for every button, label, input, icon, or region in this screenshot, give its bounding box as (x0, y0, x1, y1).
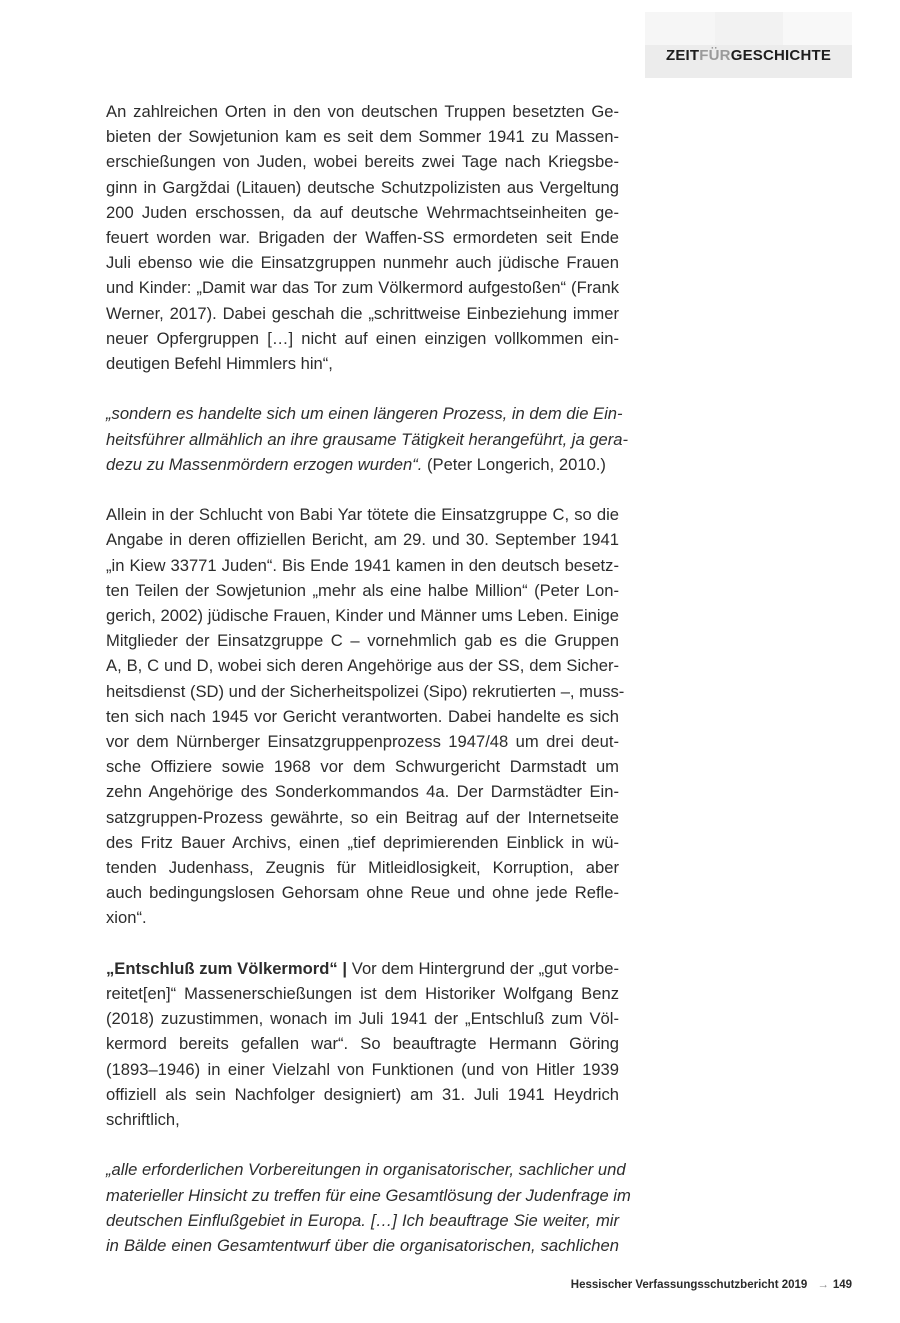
text-line: ten sich nach 1945 vor Gericht verantworten. Dabei handelte es sich (106, 706, 619, 726)
text-line: Allein in der Schlucht von Babi Yar tötete die Einsatzgruppe C, so die (106, 505, 619, 525)
text-line: deutschen Einflußgebiet in Europa. […] Ich beauftrage Sie weiter, mir (106, 1210, 619, 1230)
block-quote (106, 1157, 631, 1258)
paragraph-gap (106, 931, 619, 956)
text-line: dezu zu Massenmördern erzogen wurden“. (Peter Longerich, 2010.) (106, 454, 606, 474)
text-line: auch bedingungslosen Gehorsam ohne Reue und ohne jede Refle- (106, 883, 619, 903)
header-brand-box (645, 12, 852, 78)
text-line: heitsdienst (SD) und der Sicherheitspolizei (Sipo) rekrutierten –, muss- (106, 681, 625, 701)
text-line: heitsführer allmählich an ihre grausame Tätigkeit herangeführt, ja gera- (106, 429, 629, 449)
arrow-right-icon: → (817, 1279, 829, 1291)
page-number: 149 (832, 1279, 852, 1291)
block-quote (106, 401, 629, 477)
text-line: sche Offiziere sowie 1968 vor dem Schwurgericht Darmstadt um (106, 757, 619, 777)
header-tile (783, 12, 852, 45)
text-line: Werner, 2017). Dabei geschah die „schrittweise Einbeziehung immer (106, 303, 619, 323)
paragraph-gap (106, 477, 619, 502)
paragraph-gap (106, 376, 619, 401)
brand-part-zeit: ZEIT (665, 47, 700, 64)
text-line: in Bälde einen Gesamtentwurf über die organisatorischen, sachlichen (106, 1236, 619, 1256)
text-line: gerich, 2002) jüdische Frauen, Kinder und Männer ums Leben. Einige (106, 606, 619, 626)
text-line: offiziell als sein Nachfolger designiert) am 31. Juli 1941 Heydrich (106, 1084, 619, 1104)
text-line: „Entschluß zum Völkermord“ | Vor dem Hintergrund der „gut vorbe- (106, 958, 619, 978)
text-line: xion“. (106, 908, 147, 928)
text-line: An zahlreichen Orten in den von deutschen Truppen besetzten Ge- (106, 102, 619, 121)
paragraph-gap (106, 1132, 619, 1157)
text-line: Mitglieder der Einsatzgruppe C – vornehmlich gab es die Gruppen (106, 631, 619, 651)
text-line: und Kinder: „Damit war das Tor zum Völkermord aufgestoßen“ (Frank (106, 278, 619, 298)
brand-part-geschichte: GESCHICHTE (730, 47, 832, 64)
text-line: Angabe in deren offiziellen Bericht, am 29. und 30. September 1941 (106, 530, 619, 550)
text-line: „alle erforderlichen Vorbereitungen in organisatorischer, sachlicher und (106, 1160, 626, 1180)
text-line: neuer Opfergruppen […] nicht auf einen einzigen vollkommen ein- (106, 328, 619, 348)
article-body (106, 99, 631, 1258)
header-tile (715, 12, 783, 45)
text-line: ten Teilen der Sowjetunion „mehr als eine halbe Million“ (Peter Lon- (106, 580, 619, 600)
text-line: kermord bereits gefallen war“. So beauftragte Hermann Göring (106, 1034, 619, 1054)
text-line: reitet[en]“ Massenerschießungen ist dem Historiker Wolfgang Benz (106, 984, 619, 1004)
text-line: (2018) zuzustimmen, wonach im Juli 1941 der „Entschluß zum Völ- (106, 1009, 619, 1029)
text-line: Juli ebenso wie die Einsatzgruppen nunmehr auch jüdische Frauen (106, 253, 619, 273)
quote-source: (Peter Longerich, 2010.) (422, 454, 606, 474)
section-lead: „Entschluß zum Völkermord“ | (106, 958, 348, 978)
footer-publication: Hessischer Verfassungsschutzbericht 2019 (570, 1279, 808, 1291)
text-line: des Fritz Bauer Archivs, einen „tief deprimierenden Einblick in wü- (106, 832, 619, 852)
text-line: vor dem Nürnberger Einsatzgruppenprozess 1947/48 um drei deut- (106, 732, 619, 752)
page-footer (0, 1279, 852, 1291)
text-line: A, B, C und D, wobei sich deren Angehörige aus der SS, dem Sicher- (106, 656, 619, 676)
header-tile (645, 12, 715, 45)
brand-part-fuer: FÜR (699, 47, 731, 64)
text-line: „in Kiew 33771 Juden“. Bis Ende 1941 kamen in den deutsch besetz- (106, 555, 619, 575)
text-line: satzgruppen-Prozess gewährte, so ein Beitrag auf der Internetseite (106, 807, 619, 827)
text-line: tenden Judenhass, Zeugnis für Mitleidlosigkeit, Korruption, aber (106, 858, 619, 878)
text-line: (1893–1946) in einer Vielzahl von Funktionen (und von Hitler 1939 (106, 1059, 619, 1079)
text-line: feuert worden war. Brigaden der Waffen-SS ermordeten seit Ende (106, 228, 619, 248)
brand-logo-text (645, 45, 852, 67)
text-line: „sondern es handelte sich um einen längeren Prozess, in dem die Ein- (106, 404, 623, 424)
text-line: erschießungen von Juden, wobei bereits zwei Tage nach Kriegsbe- (106, 152, 619, 172)
paragraph (106, 956, 619, 1132)
text-line: ginn in Gargždai (Litauen) deutsche Schutzpolizisten aus Vergeltung (106, 177, 619, 197)
text-line: zehn Angehörige des Sonderkommandos 4a. Der Darmstädter Ein- (106, 782, 619, 802)
text-line: 200 Juden erschossen, da auf deutsche Wehrmachtseinheiten ge- (106, 202, 619, 222)
text-line: bieten der Sowjetunion kam es seit dem Sommer 1941 zu Massen- (106, 127, 619, 147)
text-line: deutigen Befehl Himmlers hin“, (106, 354, 333, 374)
paragraph (106, 502, 625, 930)
text-line: schriftlich, (106, 1110, 180, 1130)
paragraph (106, 99, 619, 376)
text-line: materieller Hinsicht zu treffen für eine Gesamtlösung der Judenfrage im (106, 1185, 631, 1205)
